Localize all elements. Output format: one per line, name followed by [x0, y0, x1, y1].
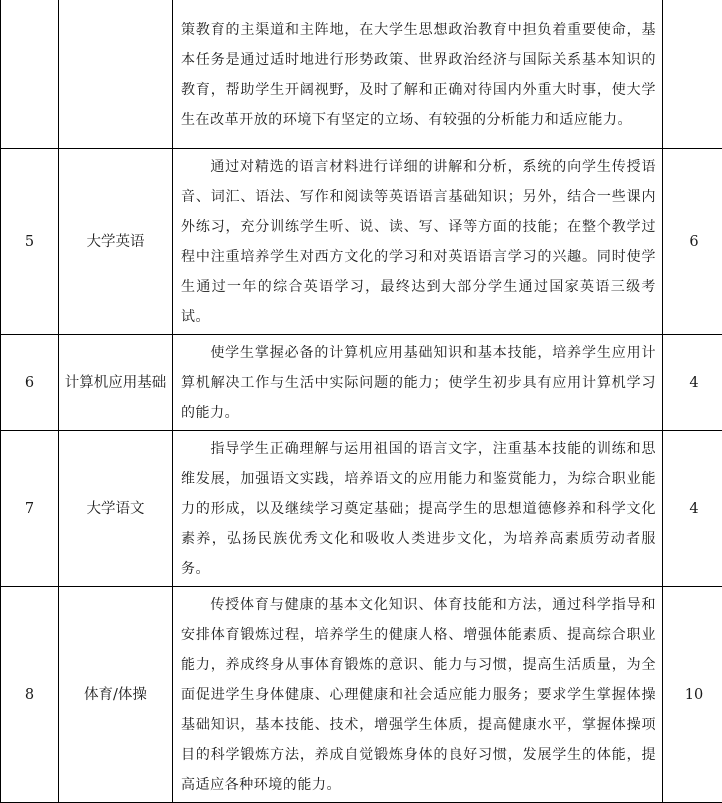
row-number: 6: [1, 335, 59, 431]
description-text: 通过对精选的语言材料进行详细的讲解和分析，系统的向学生传授语音、词汇、语法、写作和阅读等英语语言基础知识；另外，结合一些课内外练习，充分训练学生听、说、读、写、译等方面的技能；在整个教学过程中注重培养学生对西方文化的学习和对英语语言学习的兴趣。同时使学生通过一年的综合英语学习，最终达到大部分学生通过国家英语三级考试。: [181, 159, 656, 325]
course-name: [59, 0, 173, 149]
row-number: 7: [1, 431, 59, 587]
description-text: 指导学生正确理解与运用祖国的语言文字，注重基本技能的训练和思维发展，加强语文实践，培养语文的应用能力和鉴赏能力，为综合职业能力的形成，以及继续学习奠定基础；提高学生的思想道德修养和科学文化素养，弘扬民族优秀文化和吸收人类进步文化，为培养高素质劳动者服务。: [181, 441, 656, 577]
course-hours: 4: [663, 431, 722, 587]
course-hours: 10: [663, 587, 722, 803]
table-row: [1, 149, 722, 335]
course-description: [173, 149, 663, 335]
course-name: 计算机应用基础: [59, 335, 173, 431]
course-hours: 6: [663, 149, 722, 335]
description-text: 传授体育与健康的基本文化知识、体育技能和方法，通过科学指导和安排体育锻炼过程，培养学生的健康人格、增强体能素质、提高综合职业能力，养成终身从事体育锻炼的意识、能力与习惯，提高生活质量，为全面促进学生身体健康、心理健康和社会适应能力服务；要求学生掌握体操基础知识，基本技能、技术，增强学生体质，提高健康水平，掌握体操项目的科学锻炼方法，养成自觉锻炼身体的良好习惯，发展学生的体能，提高适应各种环境的能力。: [181, 597, 656, 793]
course-description: [173, 0, 663, 149]
course-description: [173, 431, 663, 587]
course-description: [173, 335, 663, 431]
table-row: [1, 587, 722, 803]
course-name: 体育/体操: [59, 587, 173, 803]
row-number: 8: [1, 587, 59, 803]
table-row: [1, 335, 722, 431]
course-description: [173, 587, 663, 803]
course-name: 大学语文: [59, 431, 173, 587]
description-text: 策教育的主渠道和主阵地，在大学生思想政治教育中担负着重要使命，基本任务是通过适时地进行形势政策、世界政治经济与国际关系基本知识的教育，帮助学生开阔视野，及时了解和正确对待国内外重大时事，使大学生在改革开放的环境下有坚定的立场、有较强的分析能力和适应能力。: [181, 22, 656, 128]
course-hours: [663, 0, 722, 149]
description-text: 使学生掌握必备的计算机应用基础知识和基本技能，培养学生应用计算机解决工作与生活中实际问题的能力；使学生初步具有应用计算机学习的能力。: [181, 345, 656, 421]
table-row: [1, 0, 722, 149]
table-row: [1, 431, 722, 587]
row-number: 5: [1, 149, 59, 335]
row-number: [1, 0, 59, 149]
course-hours: 4: [663, 335, 722, 431]
course-name: 大学英语: [59, 149, 173, 335]
